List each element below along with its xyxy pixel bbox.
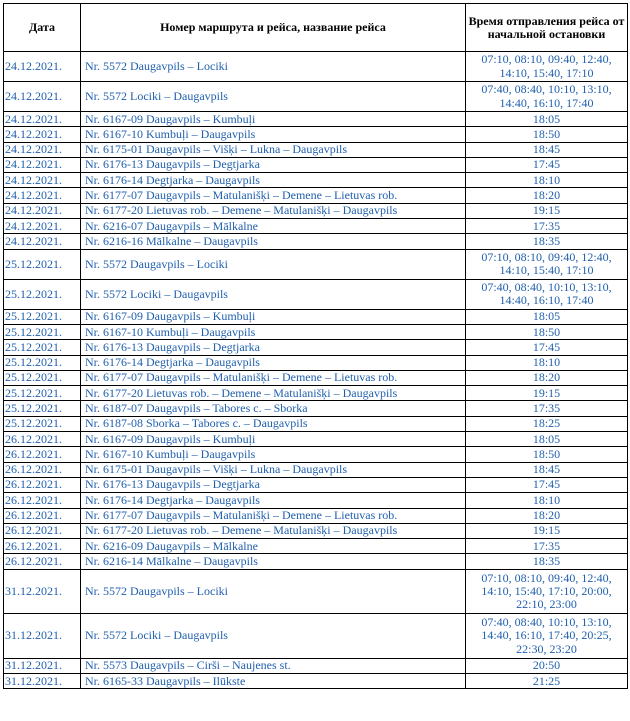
table-row [4,324,628,339]
route-cell: Nr. 6216-07 Daugavpils – Mālkalne [81,219,466,234]
date-cell: 24.12.2021. [4,219,81,234]
date-cell: 25.12.2021. [4,324,81,339]
route-cell: Nr. 6165-33 Daugavpils – Ilūkste [81,674,466,689]
departure-time-cell: 18:45 [466,142,628,157]
departure-time-cell: 07:10, 08:10, 09:40, 12:40, 14:10, 15:40, 17:10, 20:00, 22:10, 23:00 [466,569,628,614]
departure-time-cell: 19:15 [466,203,628,218]
route-cell: Nr. 6177-07 Daugavpils – Matulanišķi – Demene – Lietuvas rob. [81,508,466,523]
table-row [4,112,628,127]
table-row [4,386,628,401]
date-cell: 24.12.2021. [4,142,81,157]
departure-time-cell: 18:50 [466,447,628,462]
route-cell: Nr. 6176-13 Daugavpils – Degtjarka [81,340,466,355]
departure-time-cell: 18:10 [466,493,628,508]
route-cell: Nr. 6177-20 Lietuvas rob. – Demene – Matulanišķi – Daugavpils [81,203,466,218]
table-row [4,188,628,203]
header-row [4,4,628,52]
table-row [4,219,628,234]
route-cell: Nr. 6175-01 Daugavpils – Višķi – Lukna – Daugavpils [81,142,466,157]
departure-time-cell: 18:35 [466,554,628,569]
date-cell: 24.12.2021. [4,127,81,142]
route-cell: Nr. 6176-14 Degtjarka – Daugavpils [81,355,466,370]
route-cell: Nr. 6216-09 Daugavpils – Mālkalne [81,539,466,554]
departure-time-cell: 18:05 [466,309,628,324]
date-cell: 25.12.2021. [4,309,81,324]
table-row [4,658,628,673]
date-cell: 24.12.2021. [4,234,81,249]
schedule-rows [4,52,628,689]
departure-time-cell: 17:45 [466,157,628,172]
departure-time-cell: 18:05 [466,112,628,127]
date-cell: 25.12.2021. [4,401,81,416]
table-row [4,508,628,523]
departure-time-cell: 17:45 [466,340,628,355]
column-header-date: Дата [4,4,81,52]
route-cell: Nr. 6175-01 Daugavpils – Višķi – Lukna – Daugavpils [81,462,466,477]
table-row [4,523,628,538]
date-cell: 26.12.2021. [4,447,81,462]
table-row [4,569,628,614]
departure-time-cell: 18:20 [466,508,628,523]
departure-time-cell: 18:10 [466,173,628,188]
date-cell: 26.12.2021. [4,462,81,477]
date-cell: 25.12.2021. [4,355,81,370]
route-cell: Nr. 6177-20 Lietuvas rob. – Demene – Matulanišķi – Daugavpils [81,523,466,538]
route-cell: Nr. 5572 Lociki – Daugavpils [81,279,466,309]
table-row [4,203,628,218]
departure-time-cell: 07:10, 08:10, 09:40, 12:40, 14:10, 15:40, 17:10 [466,249,628,279]
departure-time-cell: 19:15 [466,523,628,538]
table-row [4,370,628,385]
departure-time-cell: 17:35 [466,401,628,416]
date-cell: 26.12.2021. [4,554,81,569]
date-cell: 25.12.2021. [4,370,81,385]
table-row [4,142,628,157]
departure-time-cell: 17:35 [466,219,628,234]
table-row [4,614,628,659]
departure-time-cell: 19:15 [466,386,628,401]
route-cell: Nr. 6176-13 Daugavpils – Degtjarka [81,157,466,172]
departure-time-cell: 18:35 [466,234,628,249]
table-row [4,340,628,355]
table-row [4,432,628,447]
departure-time-cell: 18:45 [466,462,628,477]
date-cell: 24.12.2021. [4,203,81,218]
date-cell: 24.12.2021. [4,112,81,127]
route-cell: Nr. 5572 Daugavpils – Lociki [81,52,466,82]
route-cell: Nr. 6177-07 Daugavpils – Matulanišķi – Demene – Lietuvas rob. [81,370,466,385]
route-cell: Nr. 6187-07 Daugavpils – Tabores c. – Sborka [81,401,466,416]
date-cell: 25.12.2021. [4,279,81,309]
departure-time-cell: 18:50 [466,324,628,339]
departure-time-cell: 20:50 [466,658,628,673]
route-cell: Nr. 6167-09 Daugavpils – Kumbuļi [81,309,466,324]
departure-time-cell: 18:20 [466,370,628,385]
route-cell: Nr. 6216-14 Mālkalne – Daugavpils [81,554,466,569]
route-cell: Nr. 6167-10 Kumbuļi – Daugavpils [81,127,466,142]
departure-time-cell: 18:20 [466,188,628,203]
departure-time-cell: 07:40, 08:40, 10:10, 13:10, 14:40, 16:10, 17:40 [466,279,628,309]
table-row [4,52,628,82]
route-cell: Nr. 6187-08 Sborka – Tabores c. – Daugavpils [81,416,466,431]
table-row [4,309,628,324]
date-cell: 31.12.2021. [4,674,81,689]
route-cell: Nr. 6176-14 Degtjarka – Daugavpils [81,173,466,188]
date-cell: 31.12.2021. [4,569,81,614]
route-cell: Nr. 5573 Daugavpils – Cirši – Naujenes st. [81,658,466,673]
table-row [4,493,628,508]
date-cell: 25.12.2021. [4,249,81,279]
departure-time-cell: 17:35 [466,539,628,554]
date-cell: 24.12.2021. [4,188,81,203]
date-cell: 25.12.2021. [4,340,81,355]
date-cell: 26.12.2021. [4,539,81,554]
route-cell: Nr. 6176-13 Daugavpils – Degtjarka [81,477,466,492]
table-row [4,416,628,431]
table-row [4,477,628,492]
table-row [4,249,628,279]
table-row [4,401,628,416]
departure-time-cell: 17:45 [466,477,628,492]
date-cell: 24.12.2021. [4,157,81,172]
table-row [4,355,628,370]
departure-time-cell: 18:05 [466,432,628,447]
route-cell: Nr. 6177-07 Daugavpils – Matulanišķi – Demene – Lietuvas rob. [81,188,466,203]
route-cell: Nr. 5572 Daugavpils – Lociki [81,569,466,614]
route-cell: Nr. 6167-10 Kumbuļi – Daugavpils [81,447,466,462]
date-cell: 26.12.2021. [4,477,81,492]
route-cell: Nr. 6216-16 Mālkalne – Daugavpils [81,234,466,249]
schedule-table [3,3,628,689]
table-row [4,157,628,172]
date-cell: 24.12.2021. [4,52,81,82]
departure-time-cell: 21:25 [466,674,628,689]
table-row [4,82,628,112]
table-row [4,127,628,142]
date-cell: 24.12.2021. [4,82,81,112]
table-row [4,674,628,689]
route-cell: Nr. 6167-09 Daugavpils – Kumbuļi [81,432,466,447]
route-cell: Nr. 6167-09 Daugavpils – Kumbuļi [81,112,466,127]
date-cell: 31.12.2021. [4,614,81,659]
route-cell: Nr. 5572 Lociki – Daugavpils [81,614,466,659]
departure-time-cell: 07:40, 08:40, 10:10, 13:10, 14:40, 16:10, 17:40, 20:25, 22:30, 23:20 [466,614,628,659]
route-cell: Nr. 5572 Lociki – Daugavpils [81,82,466,112]
departure-time-cell: 18:50 [466,127,628,142]
route-cell: Nr. 6177-20 Lietuvas rob. – Demene – Matulanišķi – Daugavpils [81,386,466,401]
departure-time-cell: 07:10, 08:10, 09:40, 12:40, 14:10, 15:40, 17:10 [466,52,628,82]
date-cell: 25.12.2021. [4,416,81,431]
column-header-time: Время отправления рейса от начальной остановки [466,4,628,52]
date-cell: 26.12.2021. [4,523,81,538]
date-cell: 26.12.2021. [4,493,81,508]
table-row [4,554,628,569]
table-row [4,462,628,477]
table-row [4,234,628,249]
date-cell: 24.12.2021. [4,173,81,188]
table-row [4,173,628,188]
departure-time-cell: 07:40, 08:40, 10:10, 13:10, 14:40, 16:10, 17:40 [466,82,628,112]
route-cell: Nr. 6176-14 Degtjarka – Daugavpils [81,493,466,508]
date-cell: 25.12.2021. [4,386,81,401]
route-cell: Nr. 5572 Daugavpils – Lociki [81,249,466,279]
table-row [4,539,628,554]
date-cell: 26.12.2021. [4,432,81,447]
column-header-route: Номер маршрута и рейса, название рейса [81,4,466,52]
table-row [4,279,628,309]
date-cell: 31.12.2021. [4,658,81,673]
departure-time-cell: 18:25 [466,416,628,431]
departure-time-cell: 18:10 [466,355,628,370]
table-row [4,447,628,462]
route-cell: Nr. 6167-10 Kumbuļi – Daugavpils [81,324,466,339]
date-cell: 26.12.2021. [4,508,81,523]
